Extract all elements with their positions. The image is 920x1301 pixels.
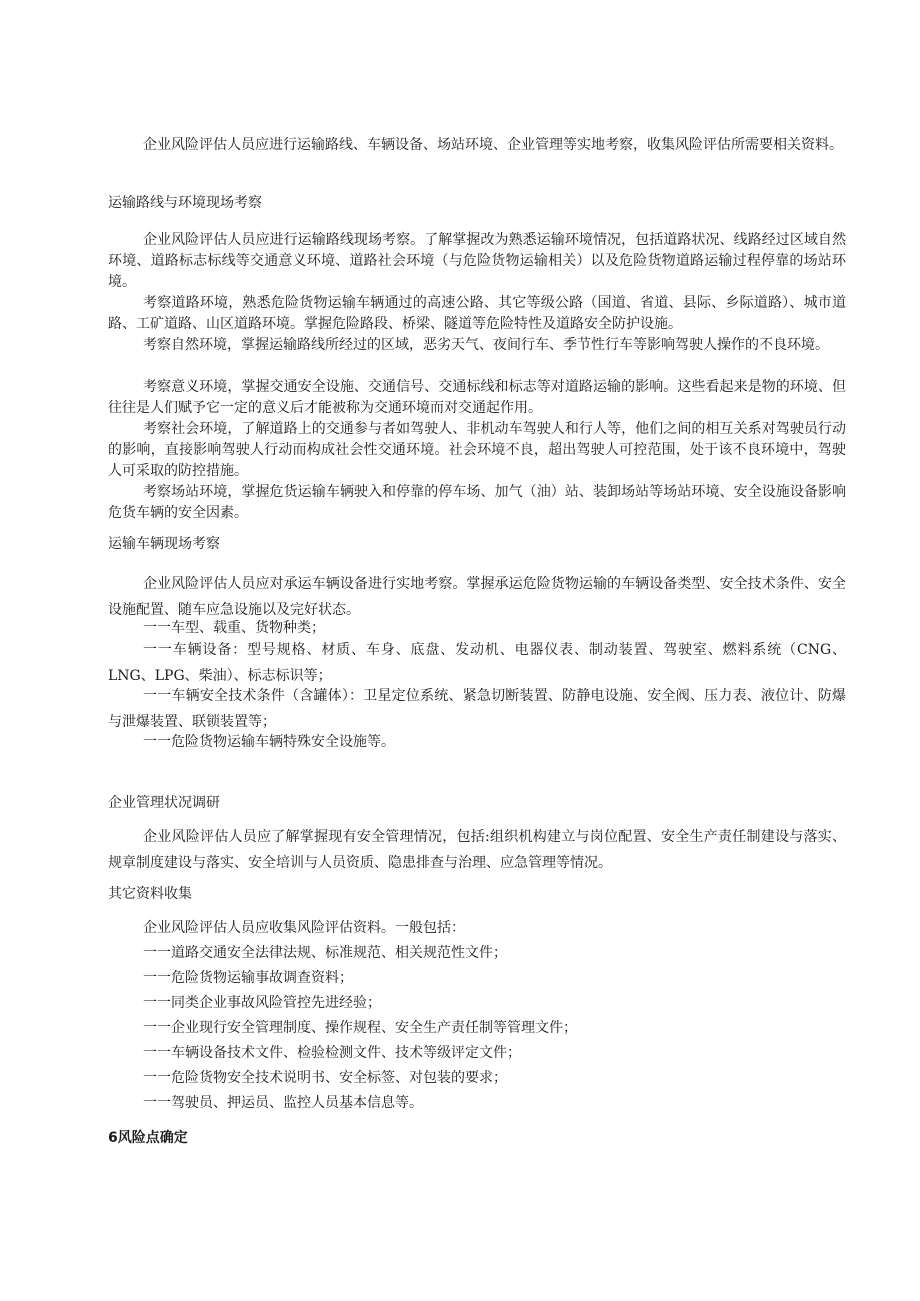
section-heading-management: 企业管理状况调研 bbox=[108, 795, 220, 811]
other-list-item: 一一企业现行安全管理制度、操作规程、安全生产责任制等管理文件； bbox=[143, 1020, 577, 1036]
chapter-heading: 6风险点确定 bbox=[108, 1130, 188, 1146]
other-list-item: 一一道路交通安全法律法规、标准规范、相关规范性文件； bbox=[143, 945, 507, 961]
section-heading-route: 运输路线与环境现场考察 bbox=[108, 195, 262, 211]
route-paragraph-2: 考察道路环境，熟悉危险货物运输车辆通过的高速公路、其它等级公路（国道、省道、县际、乡际道路）、城市道路、工矿道路、山区道路环境。掌握危险路段、桥梁、隧道等危险特性及道路安全防护设施。 bbox=[108, 295, 846, 332]
route-paragraph-6: 考察场站环境，掌握危货运输车辆驶入和停靠的停车场、加气（油）站、装卸场站等场站环境、安全设施设备影响危货车辆的安全因素。 bbox=[108, 484, 846, 521]
other-list-item: 一一同类企业事故风险管控先进经验； bbox=[143, 995, 381, 1011]
other-list-item: 一一车辆设备技术文件、检验检测文件、技术等级评定文件； bbox=[143, 1045, 521, 1061]
other-list-item: 一一驾驶员、押运员、监控人员基本信息等。 bbox=[143, 1095, 423, 1111]
section-heading-vehicle: 运输车辆现场考察 bbox=[108, 536, 220, 552]
route-paragraph-5: 考察社会环境，了解道路上的交通参与者如驾驶人、非机动车驾驶人和行人等，他们之间的相互关系对驾驶员行动的影响，直接影响驾驶人行动而构成社会性交通环境。社会环境不良，超出驾驶人可控范围，处于该不良环境中，驾驶人可采取的防控措施。 bbox=[108, 421, 846, 479]
section-heading-other: 其它资料收集 bbox=[108, 886, 192, 902]
route-paragraph-1: 企业风险评估人员应进行运输路线现场考察。了解掌握改为熟悉运输环境情况，包括道路状况、线路经过区域自然环境、道路标志标线等交通意义环境、道路社会环境（与危险货物运输相关）以及危险货物道路运输过程停靠的场站环境。 bbox=[108, 232, 846, 290]
vehicle-intro-paragraph: 企业风险评估人员应对承运车辆设备进行实地考察。掌握承运危险货物运输的车辆设备类型、安全技术条件、安全设施配置、随车应急设施以及完好状态。 bbox=[108, 576, 846, 618]
vehicle-list-item: 一一危险货物运输车辆特殊安全设施等。 bbox=[143, 734, 395, 750]
other-list-item: 一一危险货物运输事故调查资料； bbox=[143, 970, 353, 986]
vehicle-list-item: 一一车辆设备：型号规格、材质、车身、底盘、发动机、电器仪表、制动装置、驾驶室、燃料系统（CNG、LNG、LPG、柴油）、标志标识等； bbox=[108, 642, 846, 684]
vehicle-list-item: 一一车型、载重、货物种类； bbox=[143, 620, 325, 636]
vehicle-list-item: 一一车辆安全技术条件（含罐体）：卫星定位系统、紧急切断装置、防静电设施、安全阀、压力表、液位计、防爆与泄爆装置、联锁装置等； bbox=[108, 688, 846, 730]
intro-paragraph: 企业风险评估人员应进行运输路线、车辆设备、场站环境、企业管理等实地考察，收集风险评估所需要相关资料。 bbox=[143, 137, 843, 153]
other-list-item: 一一危险货物安全技术说明书、安全标签、对包装的要求； bbox=[143, 1070, 507, 1086]
route-paragraph-4: 考察意义环境，掌握交通安全设施、交通信号、交通标线和标志等对道路运输的影响。这些看起来是物的环境、但往往是人们赋予它一定的意义后才能被称为交通环境而对交通起作用。 bbox=[108, 379, 846, 416]
other-intro-line: 企业风险评估人员应收集风险评估资料。一般包括： bbox=[143, 920, 465, 936]
management-paragraph: 企业风险评估人员应了解掌握现有安全管理情况，包括:组织机构建立与岗位配置、安全生产责任制建设与落实、规章制度建设与落实、安全培训与人员资质、隐患排查与治理、应急管理等情况。 bbox=[108, 829, 846, 871]
route-paragraph-3: 考察自然环境，掌握运输路线所经过的区域，恶劣天气、夜间行车、季节性行车等影响驾驶人操作的不良环境。 bbox=[143, 337, 829, 353]
